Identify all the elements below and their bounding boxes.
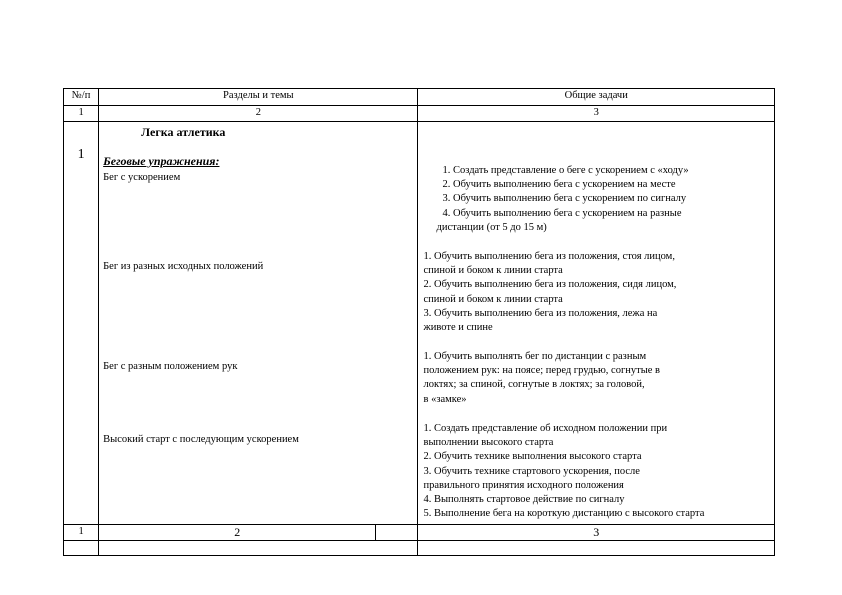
- row-number: 1: [64, 122, 99, 525]
- footer-number-3: 3: [418, 525, 775, 541]
- column-number-1: 1: [64, 106, 99, 122]
- footer-numbers-row: [64, 525, 775, 541]
- topic-item: Бег из разных исходных положений: [103, 261, 264, 272]
- footer-empty-cell: [376, 525, 418, 541]
- empty-cell: [418, 541, 775, 556]
- task-group: [436, 164, 689, 235]
- header-sections: Разделы и темы: [99, 89, 418, 106]
- task-line: 1. Создать представление об исходном положении при: [423, 423, 668, 434]
- task-line: спиной и боком к линии старта: [423, 265, 563, 277]
- task-line: 1. Создать представление о беге с ускорением с «ходу»: [442, 165, 689, 176]
- task-line: дистанции (от 5 до 15 м): [436, 221, 547, 233]
- task-line: 2. Обучить выполнению бега с ускорением на месте: [442, 179, 676, 191]
- table-row: [64, 122, 775, 525]
- task-line: 3. Обучить технике стартового ускорения, после: [423, 465, 640, 477]
- task-line: локтях; за спиной, согнутые в локтях; за головой,: [423, 379, 645, 391]
- task-group: [423, 350, 660, 407]
- task-line: положением рук: на поясе; перед грудью, согнутые в: [423, 365, 661, 377]
- subsection-title: Беговые упражнения:: [103, 154, 220, 168]
- topic-item: Бег с ускорением: [103, 172, 181, 183]
- task-line: 5. Выполнение бега на короткую дистанцию с высокого старта: [423, 508, 705, 520]
- task-line: 3. Обучить выполнению бега из положения, лежа на: [423, 307, 658, 319]
- task-line: 1. Обучить выполнять бег по дистанции с разным: [423, 351, 647, 362]
- task-group: [423, 250, 676, 335]
- header-tasks: Общие задачи: [418, 89, 775, 106]
- task-group: [423, 422, 704, 521]
- header-number: №/п: [64, 89, 99, 106]
- empty-cell: [64, 541, 99, 556]
- column-number-2: 2: [99, 106, 418, 122]
- task-line: в «замке»: [423, 393, 467, 405]
- table-header-row: [64, 89, 775, 106]
- task-line: спиной и боком к линии старта: [423, 293, 563, 305]
- empty-row: [64, 541, 775, 556]
- task-line: 4. Обучить выполнению бега с ускорением на разные: [442, 207, 682, 219]
- tasks-cell: [418, 122, 775, 525]
- task-line: выполнении высокого старта: [423, 437, 554, 449]
- task-line: 2. Обучить технике выполнения высокого старта: [423, 451, 642, 463]
- footer-number-1: 1: [64, 525, 99, 541]
- column-numbers-row: [64, 106, 775, 122]
- column-number-3: 3: [418, 106, 775, 122]
- empty-cell: [99, 541, 418, 556]
- task-line: правильного принятия исходного положения: [423, 479, 624, 491]
- task-line: 1. Обучить выполнению бега из положения, стоя лицом,: [423, 251, 675, 262]
- section-title: Легка атлетика: [141, 125, 226, 139]
- task-line: 4. Выполнять стартовое действие по сигналу: [423, 494, 625, 506]
- topic-item: Высокий старт с последующим ускорением: [103, 434, 299, 445]
- task-line: 3. Обучить выполнению бега с ускорением по сигналу: [442, 193, 687, 205]
- task-line: 2. Обучить выполнению бега из положения, сидя лицом,: [423, 279, 677, 291]
- topic-item: Бег с разным положением рук: [103, 361, 238, 372]
- topics-cell: [99, 122, 418, 525]
- task-line: животе и спине: [423, 322, 493, 334]
- curriculum-table: [63, 88, 775, 556]
- footer-number-2: 2: [99, 525, 376, 541]
